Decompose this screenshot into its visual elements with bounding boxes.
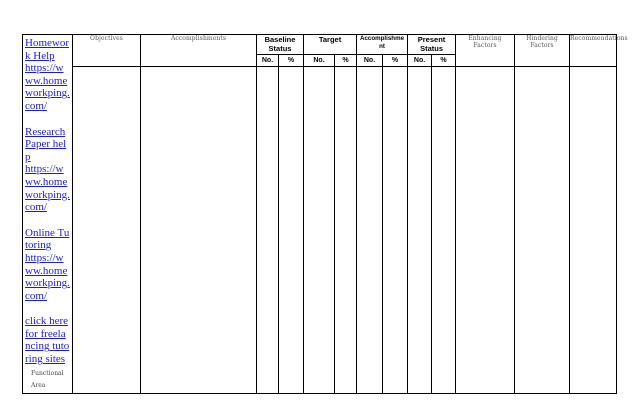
present-no-cell <box>408 67 432 394</box>
accomplishment-no-cell <box>357 67 383 394</box>
freelancing-tutoring-link[interactable]: click here for freelancing tutoring sites <box>25 315 70 366</box>
enhancing-factors-cell <box>456 67 515 394</box>
accomplishment-header: Accomplishme nt <box>357 35 408 55</box>
baseline-no-cell <box>257 67 279 394</box>
present-pct-cell <box>432 67 456 394</box>
target-no-header: No. <box>304 55 335 67</box>
present-status-header: Present Status <box>408 35 456 55</box>
accomplishment-no-header: No. <box>357 55 383 67</box>
present-no-header: No. <box>408 55 432 67</box>
research-paper-help-link[interactable]: Research Paper help <box>25 125 67 163</box>
objectives-header: Objectives <box>73 35 141 67</box>
recommendations-cell <box>570 67 617 394</box>
accomplishment-pct-cell <box>383 67 408 394</box>
target-no-cell <box>304 67 335 394</box>
accomplishment-report-table <box>22 34 628 394</box>
objectives-cell <box>73 67 141 394</box>
present-pct-header: % <box>432 55 456 67</box>
homework-help-url-link[interactable]: https://www.homeworkping.com/ <box>25 62 70 112</box>
accomplishments-cell <box>141 67 257 394</box>
baseline-no-header: No. <box>257 55 279 67</box>
baseline-pct-cell <box>279 67 304 394</box>
homework-help-link[interactable]: Homework Help <box>25 37 69 62</box>
target-header: Target <box>304 35 357 55</box>
hindering-factors-cell <box>515 67 570 394</box>
online-tutoring-url-link[interactable]: https://www.homeworkping.com/ <box>25 251 70 302</box>
target-pct-cell <box>335 67 357 394</box>
baseline-status-header: Baseline Status <box>257 35 304 55</box>
baseline-pct-header: % <box>279 55 304 67</box>
online-tutoring-link[interactable]: Online Tutoring <box>25 226 70 252</box>
functional-area-cell <box>23 35 73 394</box>
header-row <box>23 35 617 55</box>
research-paper-url-link[interactable]: https://www.homeworkping.com/ <box>25 163 70 214</box>
recommendations-header: Recommendations <box>570 35 617 67</box>
enhancing-factors-header: Enhancing Factors <box>456 35 515 67</box>
accomplishments-header: Accomplishments <box>141 35 257 67</box>
body-row <box>23 67 617 394</box>
hindering-factors-header: Hindering Factors <box>515 35 570 67</box>
target-pct-header: % <box>335 55 357 67</box>
functional-area-label: Functional Area <box>31 369 64 390</box>
accomplishment-pct-header: % <box>383 55 408 67</box>
